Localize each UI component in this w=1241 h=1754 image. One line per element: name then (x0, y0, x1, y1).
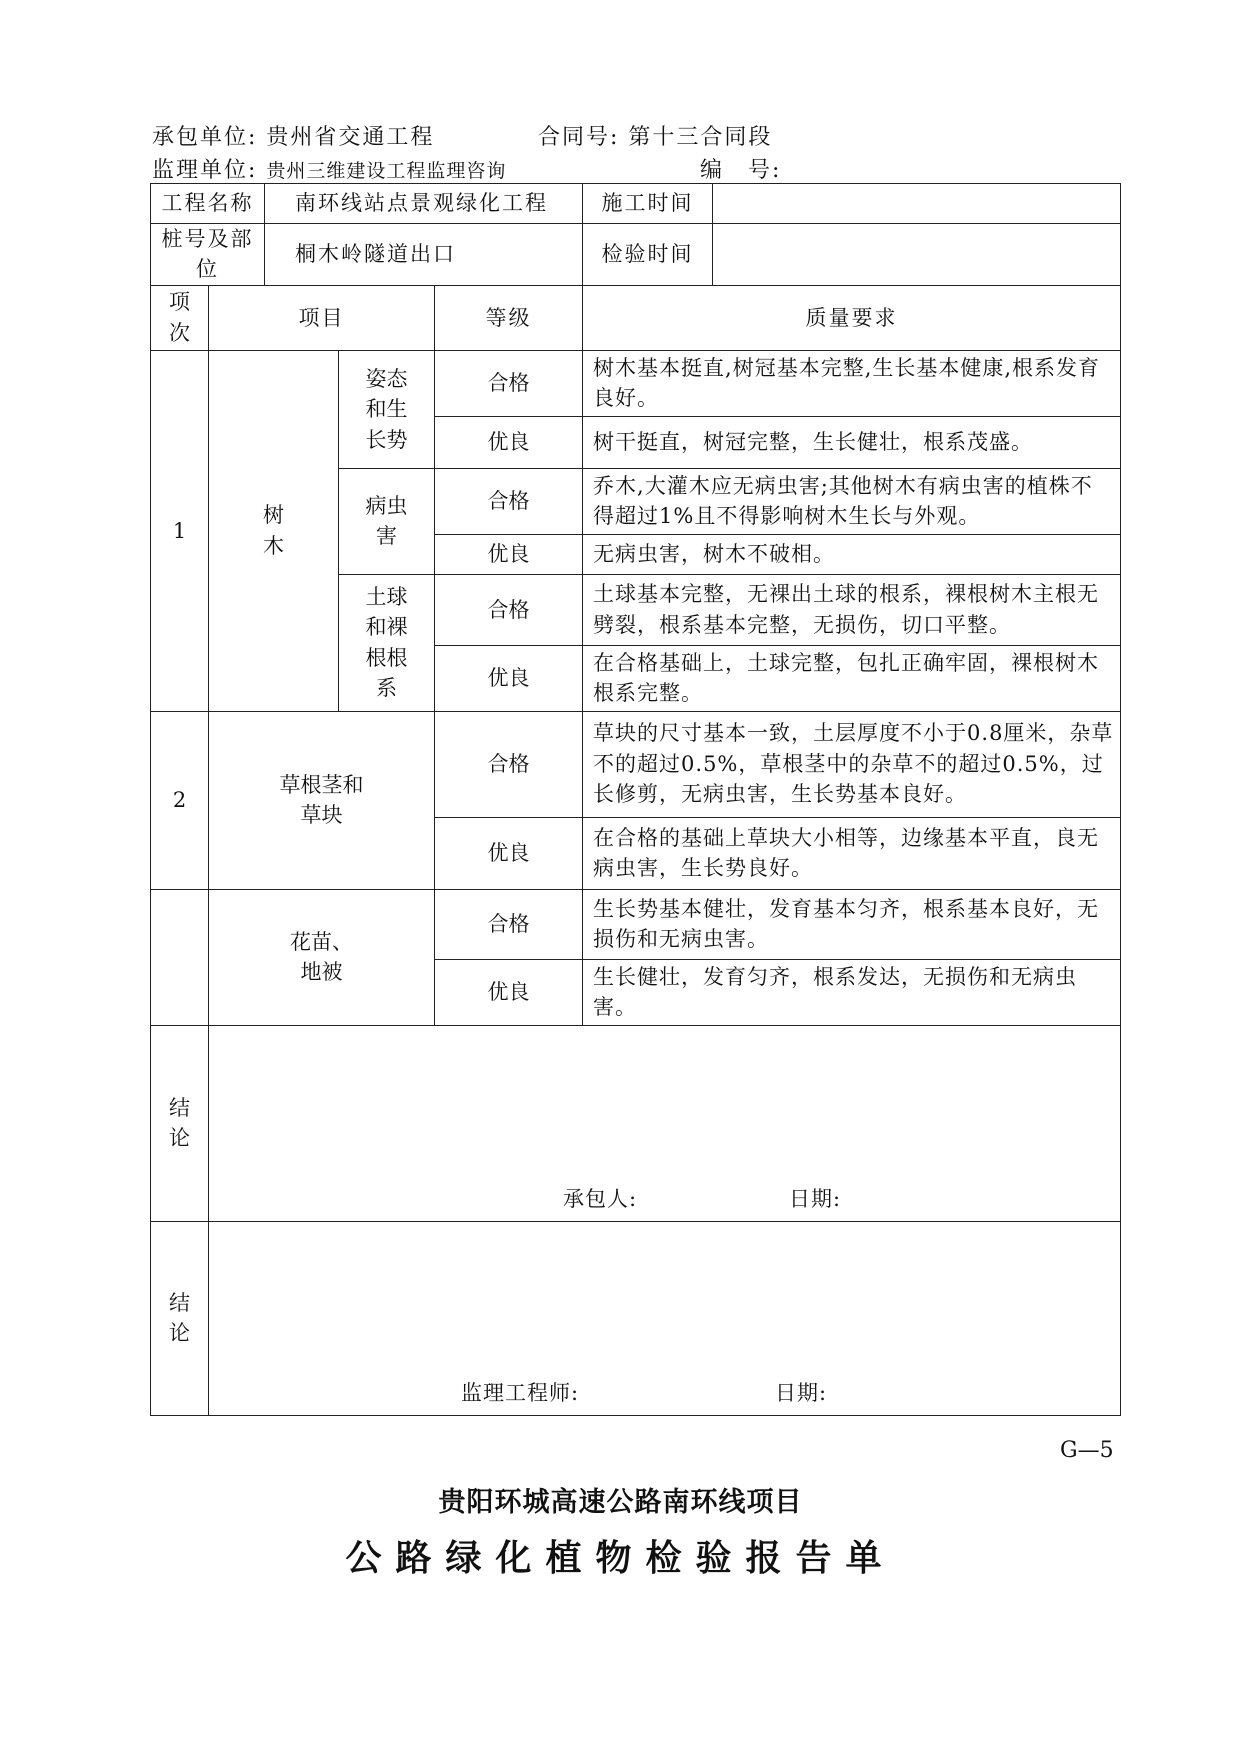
inspection-time-value (713, 224, 1121, 286)
supervisor-signature-label: 监理工程师: (461, 1381, 580, 1406)
section1-sub1-good-grade: 优良 (435, 416, 583, 468)
section1-sub3-name-text: 土球 和裸 根根 系 (365, 584, 408, 701)
col-item: 项目 (209, 285, 435, 350)
section3-name (209, 889, 435, 1025)
section1-sub1-pass-req: 树木基本挺直,树冠基本完整,生长基本健康,根系发育良好。 (583, 350, 1121, 416)
supervisor-value: 贵州三维建设工程监理咨询 (266, 160, 507, 182)
form-code: G—5 (1060, 1438, 1114, 1463)
section1-name-text: 树 木 (263, 503, 284, 558)
supervisor-line (152, 153, 506, 184)
conclusion1-label-text: 结 论 (169, 1095, 190, 1150)
section3-name-text: 花苗、 地被 (290, 929, 353, 985)
construction-time-label: 施工时间 (583, 184, 713, 224)
section1-sub1-good-req: 树干挺直，树冠完整，生长健壮，根系茂盛。 (583, 416, 1121, 468)
col-grade: 等级 (435, 285, 583, 350)
conclusion2-body (209, 1221, 1121, 1415)
col-requirement: 质量要求 (583, 285, 1121, 350)
conclusion2-label (151, 1221, 209, 1415)
section1-sub2-good-req: 无病虫害，树木不破相。 (583, 534, 1121, 574)
inspection-form-table (150, 183, 1121, 1416)
section2-pass-req: 草块的尺寸基本一致，土层厚度不小于0.8厘米，杂草不的超过0.5%，草根茎中的杂草不的超过0.5%，过长修剪，无病虫害，生长势基本良好。 (583, 711, 1121, 817)
station-label: 桩号及部位 (151, 224, 265, 286)
section1-sub2-pass-grade: 合格 (435, 468, 583, 534)
section1-sub3-pass-req: 土球基本完整，无裸出土球的根系，裸根树木主根无劈裂，根系基本完整，无损伤，切口平整。 (583, 574, 1121, 645)
section2-no: 2 (151, 711, 209, 889)
contractor-date-label: 日期: (789, 1187, 842, 1212)
section3-pass-grade: 合格 (435, 889, 583, 959)
contractor-line (152, 120, 434, 151)
supervisor-label: 监理单位: (152, 158, 258, 183)
section1-sub1-pass-grade: 合格 (435, 350, 583, 416)
section1-no: 1 (151, 350, 209, 711)
section3-no (151, 889, 209, 1025)
section1-sub3-pass-grade: 合格 (435, 574, 583, 645)
section1-sub1-name (339, 350, 435, 468)
project-name-value: 南环线站点景观绿化工程 (265, 184, 583, 224)
contract-no-value: 第十三合同段 (628, 125, 773, 150)
section2-name-text: 草根茎和 草块 (279, 772, 364, 828)
section1-sub2-pass-req: 乔木,大灌木应无病虫害;其他树木有病虫害的植株不得超过1%且不得影响树木生长与外观。 (583, 468, 1121, 534)
conclusion2-label-text: 结 论 (169, 1290, 190, 1345)
contract-no-label: 合同号: (538, 125, 620, 150)
section3-good-req: 生长健壮，发育匀齐，根系发达，无损伤和无病虫害。 (583, 959, 1121, 1025)
construction-time-value (713, 184, 1121, 224)
inspection-time-label: 检验时间 (583, 224, 713, 286)
col-item-no-text: 项 次 (169, 290, 190, 345)
section2-good-req: 在合格的基础上草块大小相等，边缘基本平直，良无病虫害，生长势良好。 (583, 817, 1121, 889)
section1-sub2-name (339, 468, 435, 574)
section1-sub1-name-text: 姿态 和生 长势 (365, 366, 408, 452)
section1-sub3-good-grade: 优良 (435, 645, 583, 711)
section2-name (209, 711, 435, 889)
station-value: 桐木岭隧道出口 (265, 224, 583, 286)
section3-pass-req: 生长势基本健壮，发育基本匀齐，根系基本良好，无损伤和无病虫害。 (583, 889, 1121, 959)
section1-sub2-good-grade: 优良 (435, 534, 583, 574)
section1-sub3-good-req: 在合格基础上，土球完整，包扎正确牢固，裸根树木根系完整。 (583, 645, 1121, 711)
section1-sub3-name (339, 574, 435, 711)
col-item-no (151, 285, 209, 350)
report-title: 公路绿化植物检验报告单 (345, 1538, 896, 1579)
section1-name (209, 350, 339, 711)
contractor-value: 贵州省交通工程 (266, 125, 435, 150)
supervisor-date-label: 日期: (775, 1381, 828, 1406)
serial-line (700, 153, 781, 184)
section3-good-grade: 优良 (435, 959, 583, 1025)
section1-sub2-name-text: 病虫 害 (365, 493, 408, 549)
section2-pass-grade: 合格 (435, 711, 583, 817)
contractor-signature-label: 承包人: (563, 1187, 638, 1212)
contractor-label: 承包单位: (152, 125, 258, 150)
contract-no-line (538, 120, 772, 151)
project-name-label: 工程名称 (151, 184, 265, 224)
section2-good-grade: 优良 (435, 817, 583, 889)
conclusion1-body (209, 1025, 1121, 1221)
project-title: 贵阳环城高速公路南环线项目 (438, 1487, 803, 1518)
conclusion1-label (151, 1025, 209, 1221)
serial-label: 编 号: (700, 158, 782, 183)
